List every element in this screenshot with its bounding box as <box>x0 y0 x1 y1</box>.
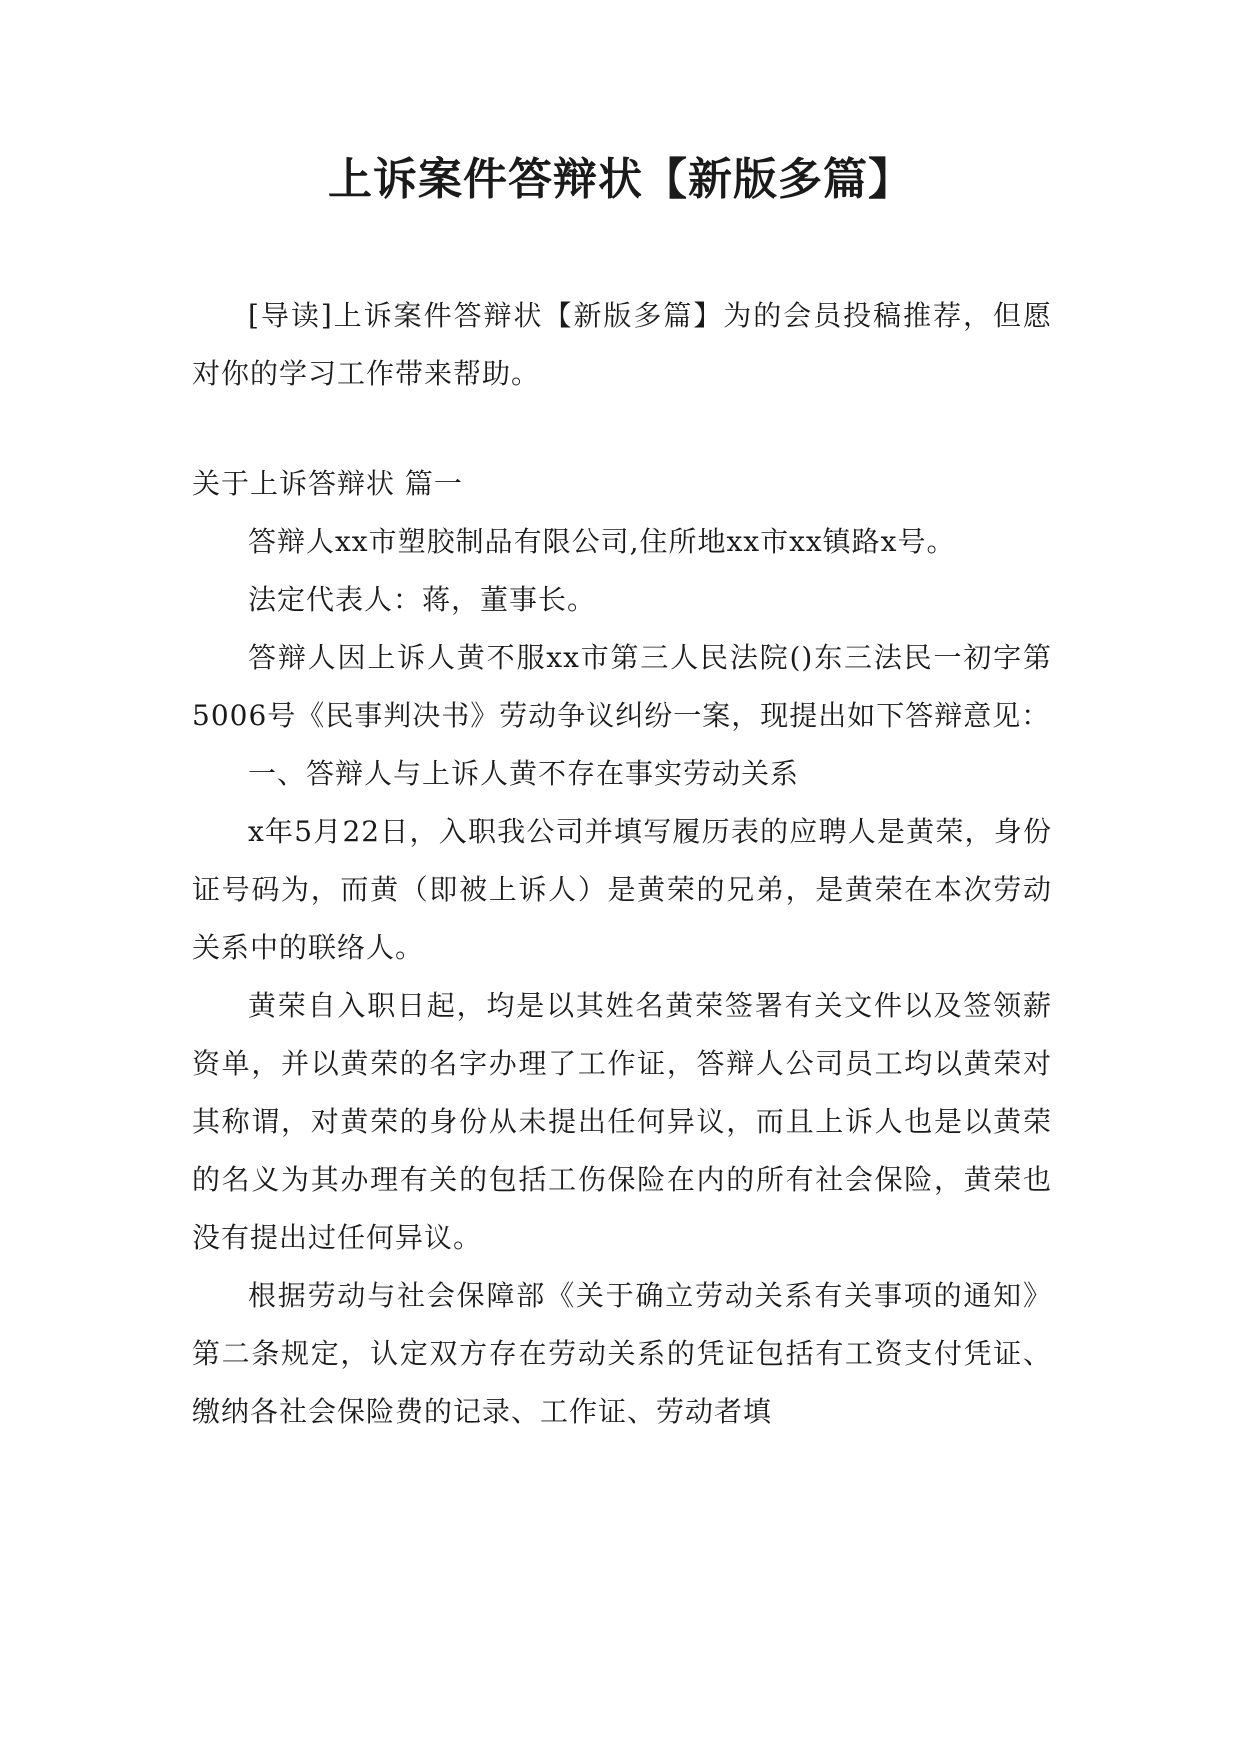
paragraph: 法定代表人：蒋，董事长。 <box>248 583 597 616</box>
document-body <box>192 287 1052 1441</box>
paragraph: 答辩人xx市塑胶制品有限公司,住所地xx市xx镇路x号。 <box>248 525 956 558</box>
intro-paragraph: [导读]上诉案件答辩状【新版多篇】为的会员投稿推荐，但愿对你的学习工作带来帮助。 <box>192 299 1052 390</box>
paragraph: 一、答辩人与上诉人黄不存在事实劳动关系 <box>248 757 800 790</box>
document-title: 上诉案件答辩状【新版多篇】 <box>328 154 913 205</box>
paragraph: 答辩人因上诉人黄不服xx市第三人民法院()东三法民一初字第5006号《民事判决书》劳动争议纠纷一案，现提出如下答辩意见： <box>192 641 1052 732</box>
paragraph: 根据劳动与社会保障部《关于确立劳动关系有关事项的通知》第二条规定，认定双方存在劳动关系的凭证包括有工资支付凭证、缴纳各社会保险费的记录、工作证、劳动者填 <box>192 1279 1052 1428</box>
paragraph: 黄荣自入职日起，均是以其姓名黄荣签署有关文件以及签领薪资单，并以黄荣的名字办理了工作证，答辩人公司员工均以黄荣对其称谓，对黄荣的身份从未提出任何异议，而且上诉人也是以黄荣的名义为其办理有关的包括工伤保险在内的所有社会保险，黄荣也没有提出过任何异议。 <box>192 989 1052 1254</box>
spacer <box>192 403 1052 455</box>
section-heading: 关于上诉答辩状 篇一 <box>192 467 463 500</box>
paragraph: x年5月22日，入职我公司并填写履历表的应聘人是黄荣，身份证号码为，而黄（即被上诉人）是黄荣的兄弟，是黄荣在本次劳动关系中的联络人。 <box>192 815 1052 964</box>
